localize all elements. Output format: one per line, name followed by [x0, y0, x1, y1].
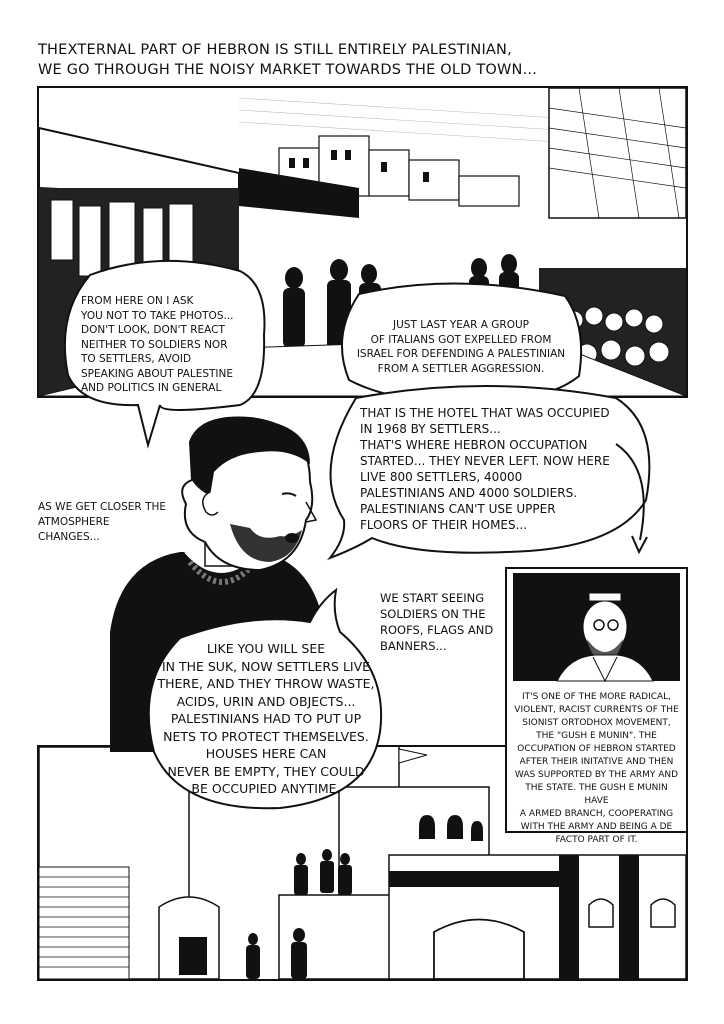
narration-line: VIOLENT, RACIST CURRENTS OF THE [514, 705, 679, 715]
bubble-line: IN THE SUK, NOW SETTLERS LIVE [161, 658, 371, 674]
bubble-line: ISRAEL FOR DEFENDING A PALESTINIAN [356, 348, 566, 360]
bubble-line: LIVE 800 SETTLERS, 40000 [360, 470, 523, 484]
top-caption-line-2: WE GO THROUGH THE NOISY MARKET TOWARDS THE OLD TOWN... [38, 62, 538, 78]
bubble-line: TO SETTLERS, AVOID [81, 353, 192, 365]
narration-line: OCCUPATION OF HEBRON STARTED [517, 744, 676, 754]
arrow-icon [610, 440, 660, 560]
bubble-line: FROM HERE ON I ASK [81, 295, 194, 307]
bubble-line: NEITHER TO SOLDIERS NOR [81, 338, 228, 351]
bubble-line: JUST LAST YEAR A GROUP [393, 319, 529, 331]
speech-bubble-italians [345, 318, 577, 376]
bubble-line: ACIDS, URIN AND OBJECTS... [176, 693, 356, 709]
gush-explanation [513, 691, 680, 847]
bubble-line: STARTED... THEY NEVER LEFT. NOW HERE [360, 454, 610, 468]
bubble-line: THERE, AND THEY THROW WASTE, [157, 676, 375, 691]
narration-line: FACTO PART OF IT. [555, 835, 638, 845]
narration-line: AFTER THEIR INITATIVE AND THEN [519, 757, 674, 767]
bubble-line: FLOORS OF THEIR HOMES... [360, 518, 528, 532]
speech-bubble-suk [146, 640, 386, 798]
top-caption [38, 40, 678, 80]
bubble-line: PALESTINIANS HAD TO PUT UP [170, 711, 362, 726]
bubble-line: LIKE YOU WILL SEE [206, 641, 326, 656]
narration-line: IT'S ONE OF THE MORE RADICAL, [521, 692, 672, 702]
narration-line: A ARMED BRANCH, COOPERATING [519, 809, 674, 819]
bubble-line: DON'T LOOK, DON'T REACT [81, 324, 225, 336]
bubble-line: IN 1968 BY SETTLERS... [360, 422, 501, 436]
speech-bubble-photos [81, 294, 261, 396]
narration-line: THE "GUSH E MUNIN". THE [536, 731, 657, 741]
bubble-line: THAT IS THE HOTEL THAT WAS OCCUPIED [360, 406, 610, 420]
speech-bubble-hotel [360, 405, 650, 533]
bubble-line: AND POLITICS IN GENERAL [81, 382, 222, 394]
bubble-line: NEVER BE EMPTY, THEY COULD [167, 763, 365, 779]
narration-line: WAS SUPPORTED BY THE ARMY AND [514, 770, 679, 780]
bubble-line: FROM A SETTLER AGGRESSION. [377, 362, 545, 375]
bubble-line: OF ITALIANS GOT EXPELLED FROM [370, 333, 552, 346]
narration-line: AS WE GET CLOSER THE [38, 501, 167, 513]
bubble-line: THAT'S WHERE HEBRON OCCUPATION [360, 438, 588, 452]
narration-soldiers [380, 590, 500, 654]
top-caption-line-1: THEXTERNAL PART OF HEBRON IS STILL ENTIRELY PALESTINIAN, [38, 42, 512, 58]
narration-line: SIONIST ORTODHOX MOVEMENT, [522, 718, 671, 728]
settler-portrait [507, 573, 686, 685]
narration-line: THE STATE. THE GUSH E MUNIN HAVE [525, 783, 668, 806]
narration-line: SOLDIERS ON THE [380, 607, 486, 621]
narration-closer [38, 500, 178, 545]
narration-line: ROOFS, FLAGS AND [380, 623, 494, 637]
narration-line: CHANGES... [38, 531, 100, 543]
bubble-line: YOU NOT TO TAKE PHOTOS... [81, 309, 234, 322]
bubble-line: PALESTINIANS CAN'T USE UPPER [360, 502, 556, 516]
bubble-line: HOUSES HERE CAN [205, 746, 327, 761]
narration-line: WITH THE ARMY AND BEING A DE [520, 822, 673, 832]
narration-line: ATMOSPHERE [38, 516, 110, 528]
bubble-line: PALESTINIANS AND 4000 SOLDIERS. [360, 486, 578, 500]
narration-line: BANNERS... [380, 639, 447, 653]
bubble-line: NETS TO PROTECT THEMSELVES. [163, 728, 369, 744]
gush-inset-panel [505, 567, 688, 845]
bubble-line: SPEAKING ABOUT PALESTINE [81, 367, 234, 380]
bubble-line: BE OCCUPIED ANYTIME. [191, 781, 341, 796]
narration-line: WE START SEEING [380, 591, 485, 605]
